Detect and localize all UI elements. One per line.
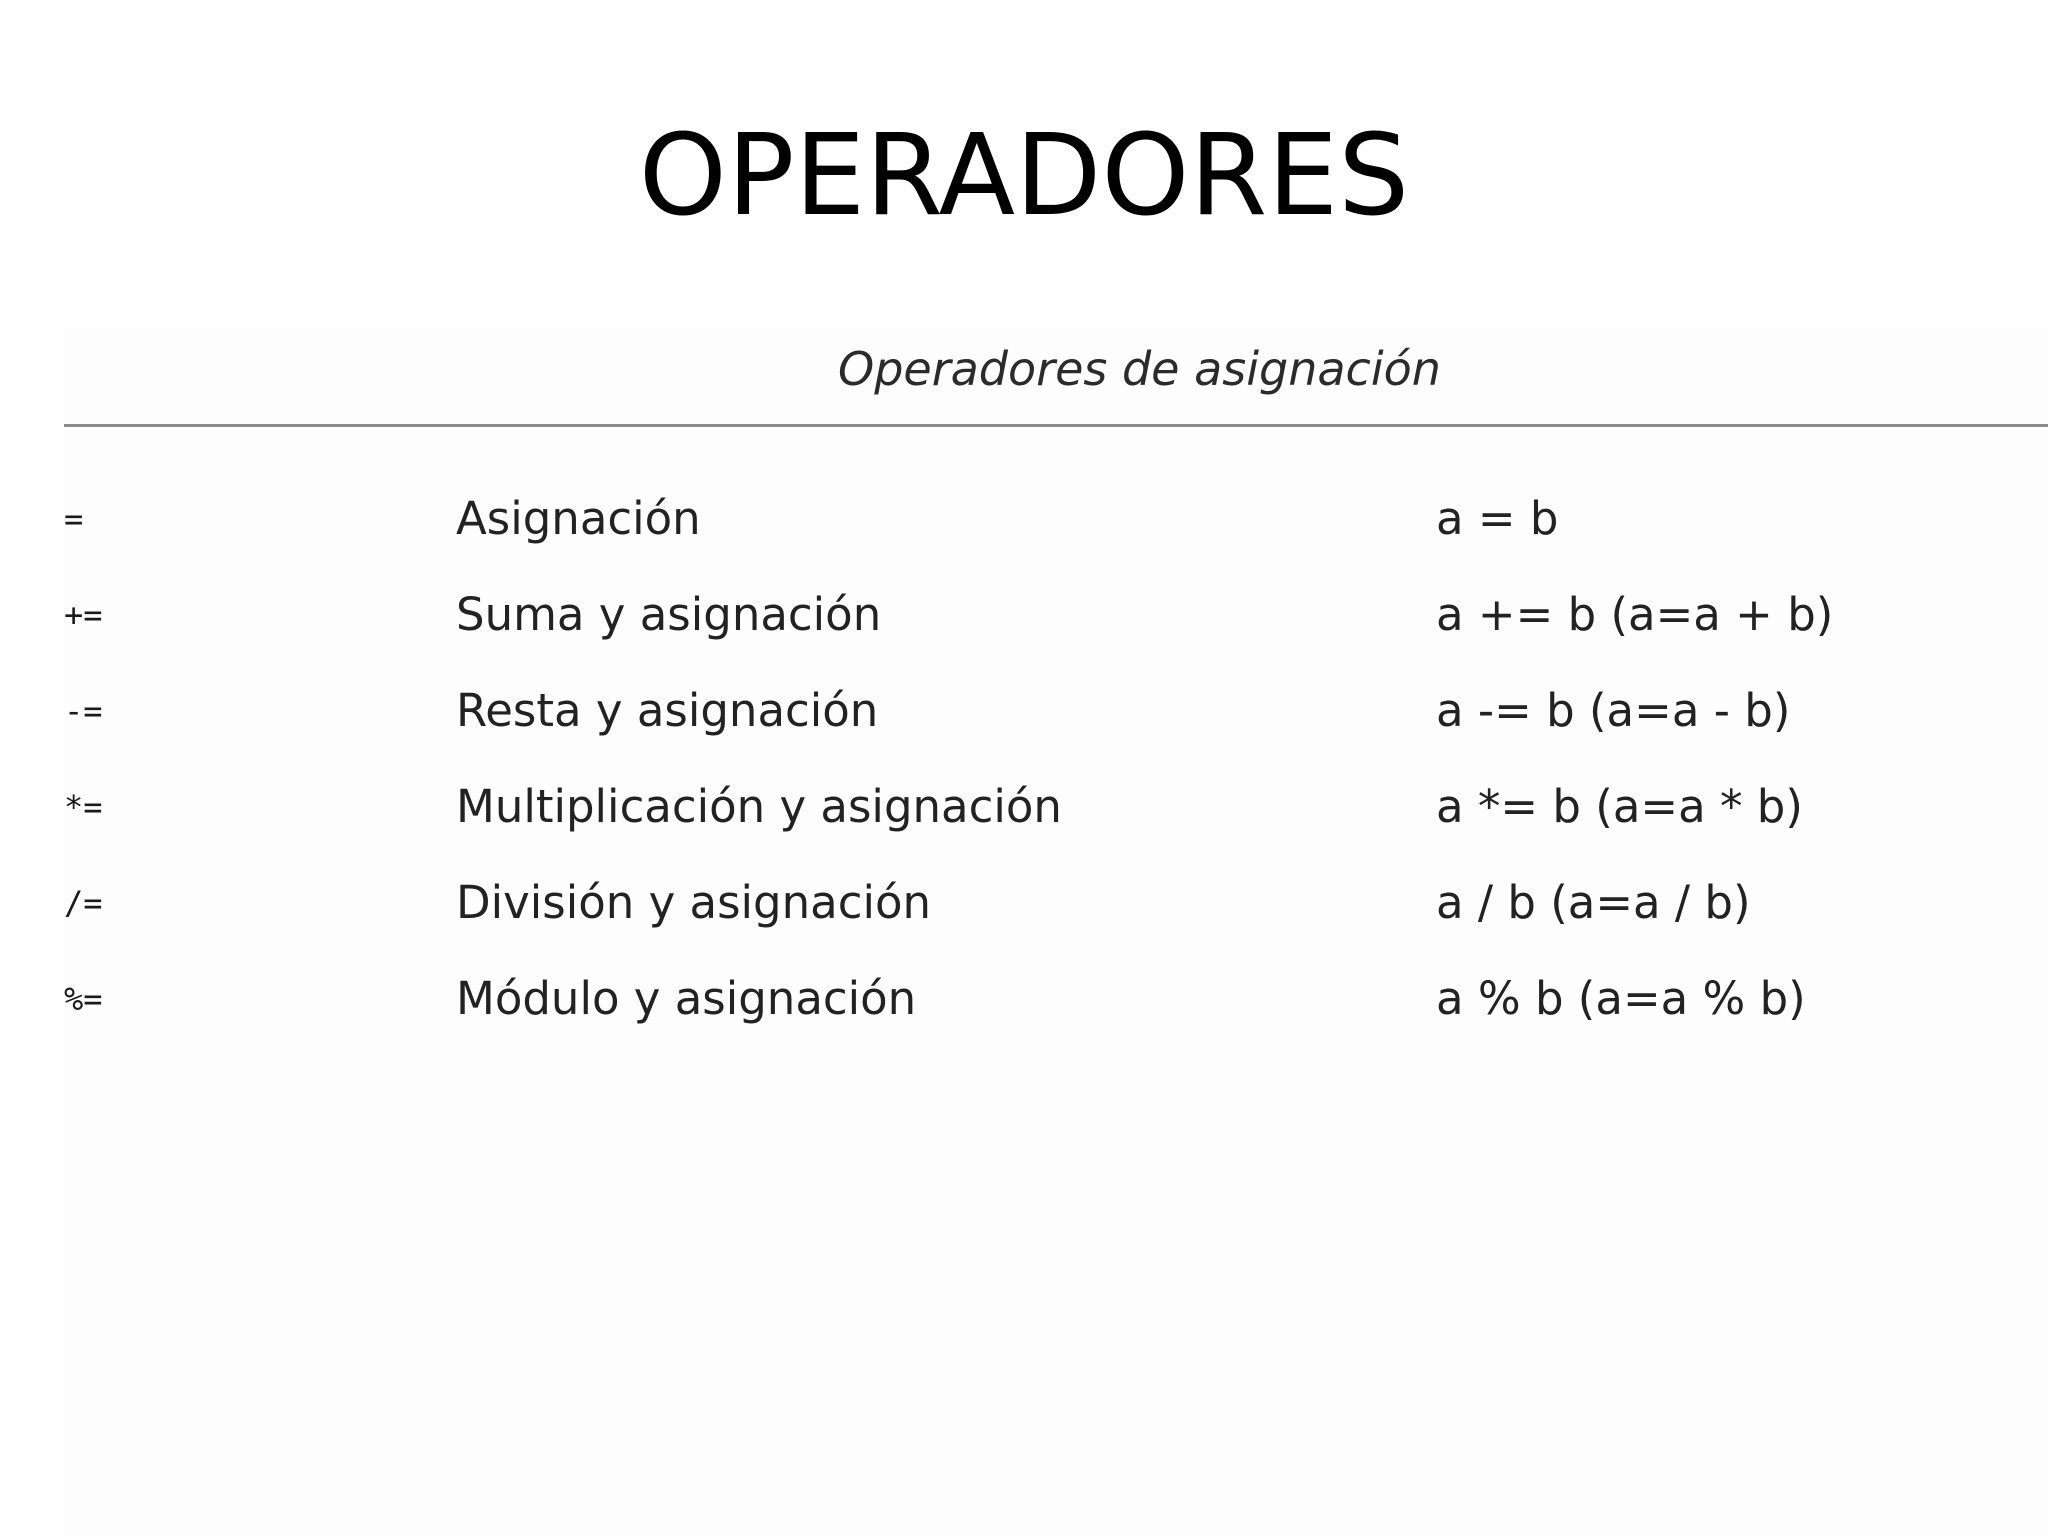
operator-symbol: /= [64, 884, 103, 922]
operator-symbol: = [64, 500, 84, 538]
operator-example: a / b (a=a / b) [1436, 876, 1751, 929]
operator-symbol: -= [64, 692, 103, 730]
operator-row-assign [64, 474, 2048, 564]
operator-description: Módulo y asignación [456, 972, 917, 1025]
operator-example: a = b [1436, 492, 1559, 545]
operator-description: Resta y asignación [456, 684, 879, 737]
operator-row-subtract-assign [64, 666, 2048, 756]
operator-description: Multiplicación y asignación [456, 780, 1062, 833]
operator-description: Asignación [456, 492, 701, 545]
operator-row-divide-assign [64, 858, 2048, 948]
operator-symbol: %= [64, 980, 103, 1018]
operator-row-multiply-assign [64, 762, 2048, 852]
operator-description: Suma y asignación [456, 588, 882, 641]
slide-title: OPERADORES [638, 111, 1410, 241]
table-divider [64, 424, 2048, 427]
operator-row-modulo-assign [64, 954, 2048, 1044]
operator-symbol: *= [64, 788, 103, 826]
operator-row-add-assign [64, 570, 2048, 660]
operator-description: División y asignación [456, 876, 932, 929]
operator-example: a += b (a=a + b) [1436, 588, 1834, 641]
operator-example: a *= b (a=a * b) [1436, 780, 1803, 833]
operator-example: a -= b (a=a - b) [1436, 684, 1791, 737]
operator-symbol: += [64, 596, 103, 634]
operator-example: a % b (a=a % b) [1436, 972, 1806, 1025]
table-caption: Operadores de asignación [838, 342, 1441, 396]
